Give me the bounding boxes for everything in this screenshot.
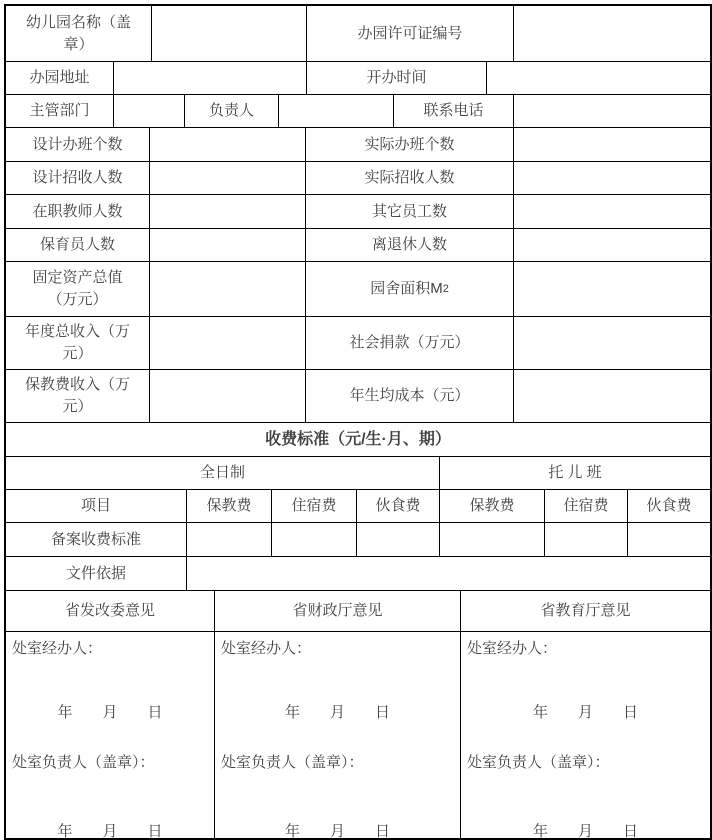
date-line: 年 月 日	[57, 823, 163, 838]
row-name-license	[6, 6, 710, 62]
recorded-fee-ft-care	[187, 523, 272, 557]
date-line: 年 月 日	[284, 703, 390, 721]
value-contact-phone	[514, 95, 710, 128]
value-actual-classes	[514, 128, 710, 162]
signature-cell-development-reform	[6, 632, 215, 838]
basis-label: 文件依据	[6, 557, 187, 591]
rows-opinions	[6, 591, 710, 838]
label-fixed-assets: 固定资产总值（万元）	[6, 262, 150, 317]
recorded-fee-ft-meal	[357, 523, 440, 557]
value-address	[114, 62, 307, 95]
label-person-in-charge: 负责人	[185, 95, 279, 128]
fee-col-header-ny-meal: 伙食费	[628, 490, 710, 523]
label-actual-classes: 实际办班个数	[306, 128, 514, 162]
value-kindergarten-name	[152, 6, 307, 62]
row-basis	[6, 557, 710, 591]
row-fee-groups	[6, 457, 710, 490]
kindergarten-fee-form-table	[4, 4, 712, 840]
value-social-donation	[514, 317, 710, 370]
fee-col-header-ft-lodging: 住宿费	[272, 490, 357, 523]
row-address-date	[6, 62, 710, 95]
value-fee-income	[150, 370, 306, 423]
row-fee-title	[6, 423, 710, 457]
handler-label: 处室经办人：	[12, 640, 103, 657]
row-dept-contact	[6, 95, 710, 128]
label-building-area: 园舍面积M 2	[306, 262, 514, 317]
label-teachers-count: 在职教师人数	[6, 195, 150, 229]
value-caregivers-count	[150, 229, 306, 262]
label-annual-income: 年度总收入（万元）	[6, 317, 150, 370]
opinion-header-development-reform: 省发改委意见	[6, 591, 215, 632]
signature-cell-education-dept	[461, 632, 710, 838]
label-opening-date: 开办时间	[307, 62, 487, 95]
handler-label: 处室经办人：	[467, 640, 558, 657]
handler-label: 处室经办人：	[221, 640, 312, 657]
date-line: 年 月 日	[57, 703, 163, 721]
opinion-header-education-dept: 省教育厅意见	[461, 591, 710, 632]
recorded-fee-ny-meal	[628, 523, 710, 557]
label-actual-enrollment: 实际招收人数	[306, 162, 514, 195]
value-teachers-count	[150, 195, 306, 229]
rows-fee-table	[6, 490, 710, 557]
value-annual-income	[150, 317, 306, 370]
fee-col-header-ft-care: 保教费	[187, 490, 272, 523]
fee-col-header-ft-meal: 伙食费	[357, 490, 440, 523]
opinion-header-finance-dept: 省财政厅意见	[215, 591, 461, 632]
signature-cell-finance-dept	[215, 632, 461, 838]
recorded-fee-ft-lodging	[272, 523, 357, 557]
label-social-donation: 社会捐款（万元）	[306, 317, 514, 370]
fee-item-header: 项目	[6, 490, 187, 523]
value-person-in-charge	[279, 95, 394, 128]
value-fixed-assets	[150, 262, 306, 317]
value-retirees-count	[514, 229, 710, 262]
recorded-fee-ny-lodging	[545, 523, 628, 557]
label-caregivers-count: 保育员人数	[6, 229, 150, 262]
group-nursery: 托 儿 班	[440, 457, 710, 490]
value-building-area	[514, 262, 710, 317]
label-license-number: 办园许可证编号	[307, 6, 514, 62]
value-other-staff-count	[514, 195, 710, 229]
rows-finance	[6, 262, 710, 423]
fee-col-header-ny-lodging: 住宿费	[545, 490, 628, 523]
label-supervisor-dept: 主管部门	[6, 95, 114, 128]
label-designed-enrollment: 设计招收人数	[6, 162, 150, 195]
date-line: 年 月 日	[532, 823, 638, 838]
group-fulltime: 全日制	[6, 457, 440, 490]
basis-value	[187, 557, 710, 591]
value-designed-enrollment	[150, 162, 306, 195]
recorded-fee-label: 备案收费标准	[6, 523, 187, 557]
label-designed-classes: 设计办班个数	[6, 128, 150, 162]
label-fee-income: 保教费收入（万元）	[6, 370, 150, 423]
label-address: 办园地址	[6, 62, 114, 95]
value-actual-enrollment	[514, 162, 710, 195]
value-opening-date	[487, 62, 710, 95]
label-contact-phone: 联系电话	[394, 95, 514, 128]
value-supervisor-dept	[114, 95, 185, 128]
label-kindergarten-name: 幼儿园名称（盖章）	[6, 6, 152, 62]
label-other-staff-count: 其它员工数	[306, 195, 514, 229]
fee-standard-title: 收费标准（元/生·月、期）	[6, 423, 710, 457]
label-retirees-count: 离退休人数	[306, 229, 514, 262]
value-license-number	[514, 6, 710, 62]
fee-col-header-ny-care: 保教费	[440, 490, 545, 523]
manager-label: 处室负责人（盖章）：	[12, 753, 155, 771]
label-per-student-cost: 年生均成本（元）	[306, 370, 514, 423]
building-area-text: 园舍面积M	[370, 280, 443, 298]
value-per-student-cost	[514, 370, 710, 423]
value-designed-classes	[150, 128, 306, 162]
recorded-fee-ny-care	[440, 523, 545, 557]
date-line: 年 月 日	[532, 703, 638, 721]
date-line: 年 月 日	[284, 823, 390, 838]
rows-stats	[6, 128, 710, 262]
manager-label: 处室负责人（盖章）：	[467, 753, 610, 771]
manager-label: 处室负责人（盖章）：	[221, 753, 364, 771]
